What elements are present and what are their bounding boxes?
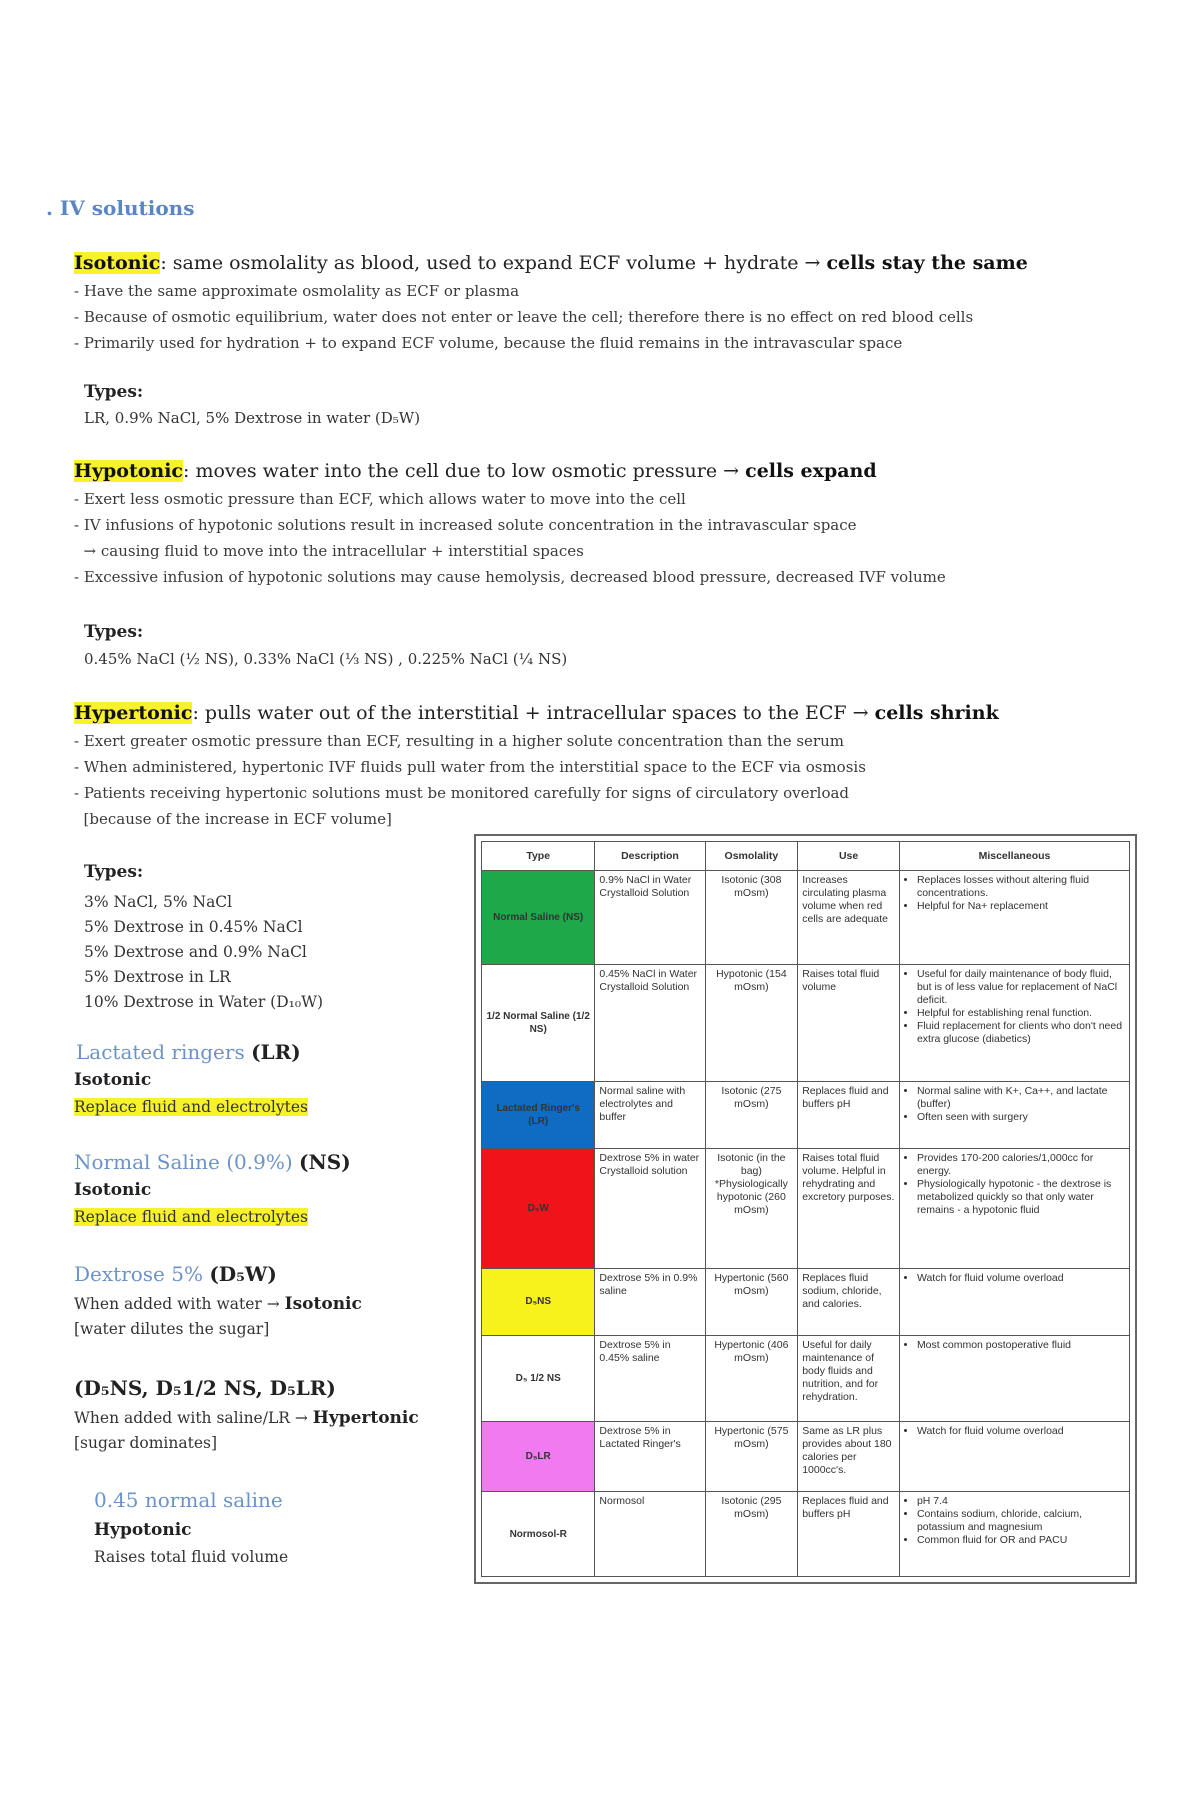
iv-fluids-table bbox=[481, 841, 1130, 1577]
hypotonic-bullet: - IV infusions of hypotonic solutions result in increased solute concentration in the intravascular space bbox=[74, 516, 857, 534]
table-row bbox=[482, 1269, 1130, 1335]
table-cell-type: Normosol-R bbox=[482, 1492, 595, 1577]
hypertonic-type: 10% Dextrose in Water (D₁₀W) bbox=[84, 993, 324, 1011]
table-cell-osmolality: Isotonic (in the bag) *Physiologically hypotonic (260 mOsm) bbox=[705, 1148, 798, 1269]
table-cell-type: D₅LR bbox=[482, 1422, 595, 1492]
misc-item: • Fluid replacement for clients who don't need extra glucose (diabetics) bbox=[917, 1020, 1125, 1046]
d5mix-line1 bbox=[74, 1408, 419, 1428]
misc-item: • Watch for fluid volume overload bbox=[917, 1272, 1125, 1285]
table-row bbox=[482, 1492, 1130, 1577]
table-cell-misc bbox=[899, 1422, 1129, 1492]
misc-item: • Contains sodium, chloride, calcium, potassium and magnesium bbox=[917, 1508, 1125, 1534]
isotonic-definition: : same osmolality as blood, used to expand ECF volume + hydrate → bbox=[160, 252, 827, 274]
table-header: Use bbox=[798, 842, 900, 871]
misc-item: • Replaces losses without altering fluid concentrations. bbox=[917, 874, 1125, 900]
table-cell-description: 0.9% NaCl in Water Crystalloid Solution bbox=[595, 871, 705, 965]
ns-abbr: (NS) bbox=[299, 1150, 351, 1174]
hypotonic-result: cells expand bbox=[745, 460, 877, 482]
misc-item: • Common fluid for OR and PACU bbox=[917, 1534, 1125, 1547]
table-header: Type bbox=[482, 842, 595, 871]
d5w-line1-result: Isotonic bbox=[284, 1294, 362, 1314]
table-cell-misc bbox=[899, 1492, 1129, 1577]
hypertonic-bullet: - Exert greater osmotic pressure than ECF, resulting in a higher solute concentration than the serum bbox=[74, 732, 844, 750]
table-header: Description bbox=[595, 842, 705, 871]
table-row bbox=[482, 1082, 1130, 1148]
misc-item: • Provides 170-200 calories/1,000cc for energy. bbox=[917, 1152, 1125, 1178]
misc-item: • Most common postoperative fluid bbox=[917, 1339, 1125, 1352]
hypotonic-bullet: → causing fluid to move into the intracellular + interstitial spaces bbox=[74, 542, 584, 560]
table-cell-misc bbox=[899, 871, 1129, 965]
misc-item: • Watch for fluid volume overload bbox=[917, 1425, 1125, 1438]
d5mix-line1-result: Hypertonic bbox=[312, 1408, 419, 1428]
table-row bbox=[482, 964, 1130, 1082]
d5mix-title: (D₅NS, D₅1/2 NS, D₅LR) bbox=[74, 1376, 336, 1400]
table-row bbox=[482, 1422, 1130, 1492]
table-header: Miscellaneous bbox=[899, 842, 1129, 871]
isotonic-term: Isotonic bbox=[74, 252, 161, 274]
table-cell-type: Lactated Ringer's (LR) bbox=[482, 1082, 595, 1148]
table-cell-description: Normosol bbox=[595, 1492, 705, 1577]
misc-item: • Normal saline with K+, Ca++, and lactate (buffer) bbox=[917, 1085, 1125, 1111]
table-cell-type: D₅NS bbox=[482, 1269, 595, 1335]
table-cell-osmolality: Hypertonic (406 mOsm) bbox=[705, 1335, 798, 1421]
hypotonic-bullet: - Exert less osmotic pressure than ECF, which allows water to move into the cell bbox=[74, 490, 686, 508]
d5mix-line2: [sugar dominates] bbox=[74, 1434, 218, 1452]
ns-title bbox=[74, 1150, 351, 1174]
table-cell-misc bbox=[899, 1082, 1129, 1148]
table-cell-misc bbox=[899, 1269, 1129, 1335]
misc-item: • Useful for daily maintenance of body fluid, but is of less value for replacement of NaCl deficit. bbox=[917, 968, 1125, 1007]
table-cell-type: Normal Saline (NS) bbox=[482, 871, 595, 965]
table-row bbox=[482, 1335, 1130, 1421]
hypotonic-term: Hypotonic bbox=[74, 460, 183, 482]
hypotonic-types: 0.45% NaCl (½ NS), 0.33% NaCl (⅓ NS) , 0.225% NaCl (¼ NS) bbox=[84, 650, 568, 668]
table-cell-description: Normal saline with electrolytes and buffer bbox=[595, 1082, 705, 1148]
hypertonic-bullets bbox=[74, 728, 1134, 832]
d5w-line2: [water dilutes the sugar] bbox=[74, 1320, 270, 1338]
misc-item: • Helpful for establishing renal function. bbox=[917, 1007, 1125, 1020]
hypertonic-type: 5% Dextrose in 0.45% NaCl bbox=[84, 918, 303, 936]
ns-note: Replace fluid and electrolytes bbox=[74, 1208, 308, 1226]
lr-note: Replace fluid and electrolytes bbox=[74, 1098, 308, 1116]
table-header-row bbox=[482, 842, 1130, 871]
table-cell-osmolality: Hypotonic (154 mOsm) bbox=[705, 964, 798, 1082]
lr-name: Lactated ringers bbox=[76, 1040, 245, 1064]
table-cell-misc bbox=[899, 964, 1129, 1082]
table-row bbox=[482, 1148, 1130, 1269]
table-cell-osmolality: Isotonic (308 mOsm) bbox=[705, 871, 798, 965]
table-cell-use: Replaces fluid and buffers pH bbox=[798, 1082, 900, 1148]
isotonic-bullet: - Have the same approximate osmolality as ECF or plasma bbox=[74, 282, 520, 300]
table-row bbox=[482, 871, 1130, 965]
isotonic-types-label: Types: bbox=[84, 382, 144, 402]
lr-abbr: (LR) bbox=[251, 1040, 301, 1064]
misc-item: • pH 7.4 bbox=[917, 1495, 1125, 1508]
table-cell-description: Dextrose 5% in 0.45% saline bbox=[595, 1335, 705, 1421]
section-title: . IV solutions bbox=[46, 196, 195, 220]
table-cell-description: Dextrose 5% in Lactated Ringer's bbox=[595, 1422, 705, 1492]
hypertonic-bullet: - When administered, hypertonic IVF fluids pull water from the interstitial space to the ECF via osmosis bbox=[74, 758, 866, 776]
d5w-title bbox=[74, 1262, 277, 1286]
table-cell-use: Useful for daily maintenance of body fluids and nutrition, and for rehydration. bbox=[798, 1335, 900, 1421]
d5w-name: Dextrose 5% bbox=[74, 1262, 203, 1286]
lr-tonicity: Isotonic bbox=[74, 1070, 152, 1090]
table-header: Osmolality bbox=[705, 842, 798, 871]
isotonic-result: cells stay the same bbox=[826, 252, 1028, 274]
half-ns-note: Raises total fluid volume bbox=[94, 1548, 289, 1566]
table-cell-description: 0.45% NaCl in Water Crystalloid Solution bbox=[595, 964, 705, 1082]
half-ns-tonicity: Hypotonic bbox=[94, 1520, 192, 1540]
hypotonic-heading bbox=[74, 460, 877, 482]
ns-name: Normal Saline (0.9%) bbox=[74, 1150, 293, 1174]
table-cell-osmolality: Hypertonic (560 mOsm) bbox=[705, 1269, 798, 1335]
d5w-line1 bbox=[74, 1294, 362, 1314]
hypertonic-bullet: [because of the increase in ECF volume] bbox=[74, 810, 392, 828]
table-cell-use: Same as LR plus provides about 180 calories per 1000cc's. bbox=[798, 1422, 900, 1492]
hypertonic-heading bbox=[74, 702, 999, 724]
hypertonic-type: 5% Dextrose and 0.9% NaCl bbox=[84, 943, 307, 961]
iv-fluids-table-container bbox=[474, 834, 1137, 1584]
hypertonic-type: 3% NaCl, 5% NaCl bbox=[84, 893, 233, 911]
hypertonic-result: cells shrink bbox=[874, 702, 999, 724]
table-cell-type: 1/2 Normal Saline (1/2 NS) bbox=[482, 964, 595, 1082]
ns-tonicity: Isotonic bbox=[74, 1180, 152, 1200]
hypertonic-definition: : pulls water out of the interstitial + intracellular spaces to the ECF → bbox=[192, 702, 875, 724]
table-cell-use: Raises total fluid volume. Helpful in rehydrating and excretory purposes. bbox=[798, 1148, 900, 1269]
isotonic-bullet: - Because of osmotic equilibrium, water does not enter or leave the cell; therefore there is no effect on red blood cells bbox=[74, 308, 974, 326]
d5w-line1-text: When added with water → bbox=[74, 1295, 285, 1313]
table-cell-osmolality: Isotonic (275 mOsm) bbox=[705, 1082, 798, 1148]
table-cell-osmolality: Isotonic (295 mOsm) bbox=[705, 1492, 798, 1577]
misc-item: • Helpful for Na+ replacement bbox=[917, 900, 1125, 913]
hypertonic-term: Hypertonic bbox=[74, 702, 193, 724]
isotonic-bullets bbox=[74, 278, 1134, 356]
table-cell-misc bbox=[899, 1148, 1129, 1269]
hypotonic-types-label: Types: bbox=[84, 622, 144, 642]
hypertonic-bullet: - Patients receiving hypertonic solutions must be monitored carefully for signs of circulatory overload bbox=[74, 784, 850, 802]
table-cell-osmolality: Hypertonic (575 mOsm) bbox=[705, 1422, 798, 1492]
table-cell-use: Replaces fluid and buffers pH bbox=[798, 1492, 900, 1577]
d5mix-line1-text: When added with saline/LR → bbox=[74, 1409, 313, 1427]
hypotonic-bullet: - Excessive infusion of hypotonic solutions may cause hemolysis, decreased blood pressure, decreased IVF volume bbox=[74, 568, 946, 586]
hypotonic-definition: : moves water into the cell due to low osmotic pressure → bbox=[183, 460, 746, 482]
misc-item: • Physiologically hypotonic - the dextrose is metabolized quickly so that only water remains - a hypotonic fluid bbox=[917, 1178, 1125, 1217]
half-ns-title bbox=[94, 1488, 283, 1512]
table-cell-description: Dextrose 5% in 0.9% saline bbox=[595, 1269, 705, 1335]
hypertonic-type: 5% Dextrose in LR bbox=[84, 968, 231, 986]
hypotonic-bullets bbox=[74, 486, 1134, 590]
table-cell-description: Dextrose 5% in water Crystalloid solution bbox=[595, 1148, 705, 1269]
isotonic-bullet: - Primarily used for hydration + to expand ECF volume, because the fluid remains in the intravascular space bbox=[74, 334, 903, 352]
isotonic-heading bbox=[74, 252, 1028, 274]
misc-item: • Often seen with surgery bbox=[917, 1111, 1125, 1124]
table-cell-use: Raises total fluid volume bbox=[798, 964, 900, 1082]
table-cell-misc bbox=[899, 1335, 1129, 1421]
table-cell-use: Replaces fluid sodium, chloride, and calories. bbox=[798, 1269, 900, 1335]
table-cell-use: Increases circulating plasma volume when red cells are adequate bbox=[798, 871, 900, 965]
hypertonic-types-label: Types: bbox=[84, 862, 144, 882]
table-cell-type: D₅W bbox=[482, 1148, 595, 1269]
isotonic-types: LR, 0.9% NaCl, 5% Dextrose in water (D₅W) bbox=[84, 409, 421, 427]
table-cell-type: D₅ 1/2 NS bbox=[482, 1335, 595, 1421]
hypertonic-types bbox=[84, 890, 323, 1015]
lr-title bbox=[76, 1040, 301, 1064]
d5w-abbr: (D₅W) bbox=[209, 1262, 277, 1286]
half-ns-name: 0.45 normal saline bbox=[94, 1488, 283, 1512]
